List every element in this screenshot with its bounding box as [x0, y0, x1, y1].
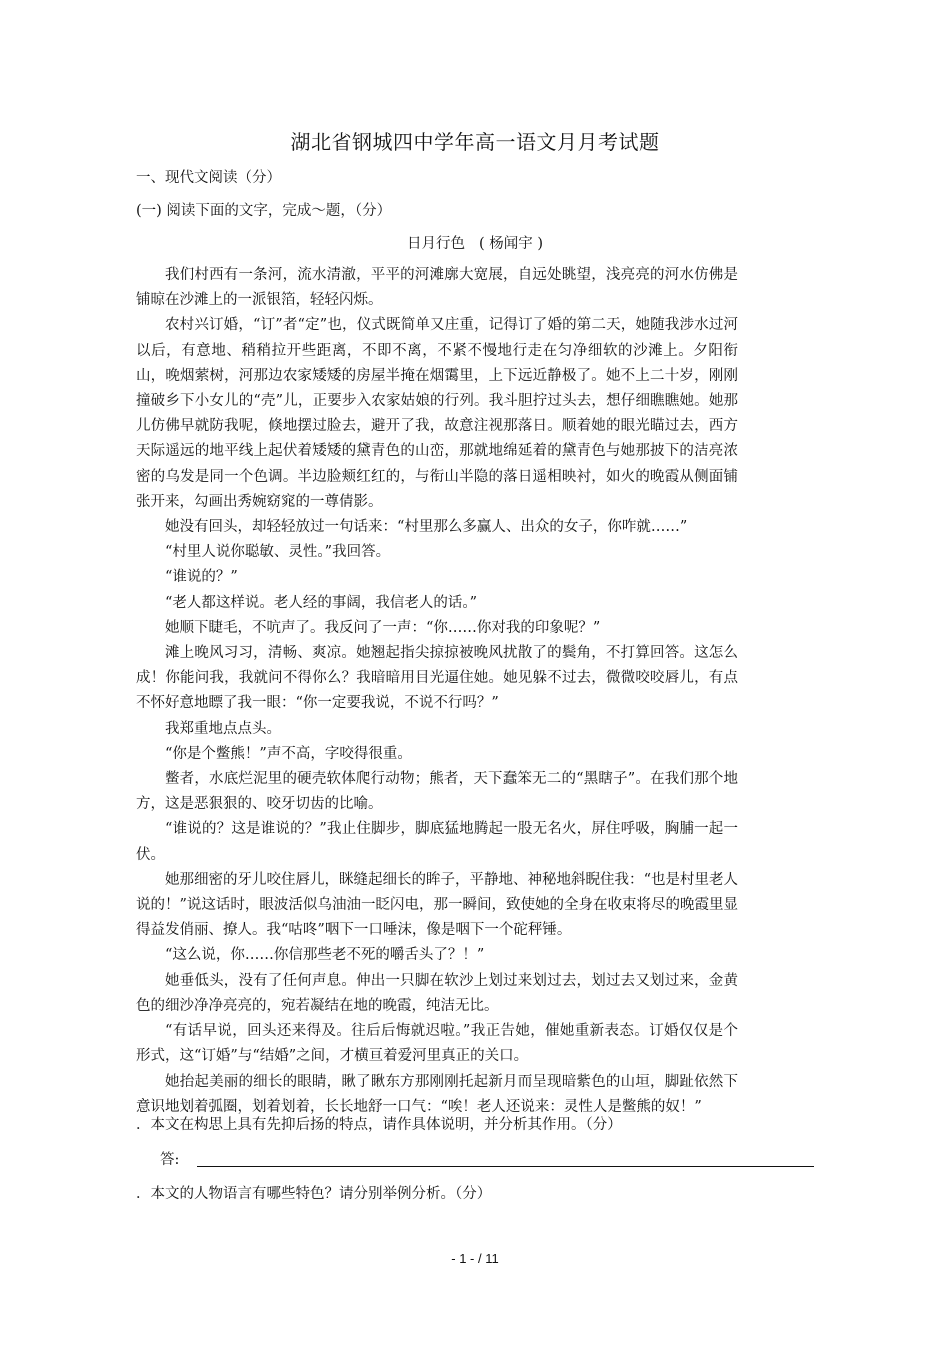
- article-paragraph: “有话早说，回头还来得及。往后后悔就迟啦。”我正告她，催她重新表态。订婚仅仅是个形式，这“订婚”与“结婚”之间，才横亘着爱河里真正的关口。: [136, 1023, 738, 1065]
- article-paragraph: 我们村西有一条河，流水清澈，平平的河滩廓大宽展，自远处眺望，浅亮亮的河水仿佛是铺晾在沙滩上的一派银箔，轻轻闪烁。: [136, 267, 738, 309]
- article-body: [136, 263, 738, 1120]
- page-number: - 1 - / 11: [451, 1251, 499, 1266]
- article-paragraph: 鳖者，水底烂泥里的硬壳软体爬行动物；熊者，天下蠢笨无二的“黑瞎子”。在我们那个地方，这是恶狠狠的、咬牙切齿的比喻。: [136, 771, 738, 813]
- section-heading: 一、现代文阅读（分）: [136, 170, 281, 186]
- article-paragraph: “老人都这样说。老人经的事阔，我信老人的话。”: [165, 594, 478, 611]
- answer-label: 答:: [160, 1152, 180, 1168]
- article-paragraph: “村里人说你聪敏、灵性。”我回答。: [165, 544, 391, 561]
- article-paragraph: 农村兴订婚，“订”者“定”也，仪式既简单又庄重，记得订了婚的第二天，她随我涉水过河以后，有意地、稍稍拉开些距离，不即不离，不紧不慢地行走在匀净细软的沙滩上。夕阳衔山，晚烟萦树，河那边农家矮矮的房屋半掩在烟霭里，上下远近静极了。她不上二十岁，刚刚撞破乡下小女儿的“壳”儿，正要步入农家姑娘的行列。我斗胆拧过头去，想仔细瞧瞧她。她那儿仿佛早就防我呢，倏地摆过脸去，避开了我，故意注视那落日。顺着她的眼光瞄过去，西方天际遥远的地平线上起伏着矮矮的黛青色的山峦，那就地绵延着的黛青色与她那披下的洁亮浓密的乌发是同一个色调。半边脸颊红红的，与衔山半隐的落日遥相映衬，如火的晚霞从侧面铺张开来，勾画出秀婉窈窕的一尊倩影。: [136, 317, 738, 510]
- article-paragraph: 她垂低头，没有了任何声息。伸出一只脚在软沙上划过来划过去，划过去又划过来，金黄色的细沙净净亮亮的，宛若凝结在地的晚霞，纯洁无比。: [136, 972, 738, 1014]
- subsection-heading: (一) 阅读下面的文字，完成～题，（分）: [136, 203, 392, 219]
- article-paragraph: 她那细密的牙儿咬住唇儿，眯缝起细长的眸子，平静地、神秘地斜睨住我：“也是村里老人说的！”说这话时，眼波活似乌油油一眨闪电，那一瞬间，致使她的全身在收束将尽的晚霞里显得益发俏丽、撩人。我“咕咚”咽下一口唾沫，像是咽下一个砣秤锤。: [136, 871, 738, 939]
- question-2: ．本文的人物语言有哪些特色？请分别举例分析。（分）: [136, 1186, 492, 1202]
- exam-title: 湖北省钢城四中学年高一语文月月考试题: [290, 130, 660, 154]
- article-paragraph: 她抬起美丽的细长的眼睛，瞅了瞅东方那刚刚托起新月而呈现暗紫色的山垣，脚趾依然下意识地划着弧圈，划着划着，长长地舒一口气：“唉！老人还说来：灵性人是鳖熊的奴！”: [136, 1073, 738, 1115]
- answer-row: [160, 1149, 814, 1171]
- article-paragraph: 我郑重地点点头。: [165, 720, 281, 737]
- question-1: ．本文在构思上具有先抑后扬的特点，请作具体说明，并分析其作用。（分）: [136, 1117, 622, 1133]
- article-paragraph: 她没有回头，却轻轻放过一句话来：“村里那么多赢人、出众的女子，你咋就……”: [165, 519, 688, 536]
- article-paragraph: “谁说的？”: [165, 569, 238, 586]
- article-paragraph: “谁说的？这是谁说的？”我止住脚步，脚底猛地腾起一股无名火，屏住呼吸，胸脯一起一伏。: [136, 821, 738, 863]
- article-paragraph: 她顺下睫毛，不吭声了。我反问了一声：“你……你对我的印象呢？”: [165, 619, 601, 636]
- answer-line[interactable]: [197, 1166, 814, 1167]
- article-paragraph: 滩上晚风习习，清畅、爽凉。她翘起指尖掠掠被晚风扰散了的鬓角，不打算回答。这怎么成！你能问我，我就问不得你么？我暗暗用目光逼住她。她见躲不过去，微微咬咬唇儿，有点不怀好意地瞟了我一眼：“你一定要我说，不说不行吗？”: [136, 645, 738, 712]
- article-title: 日月行色: [406, 236, 465, 252]
- article-paragraph: “你是个鳖熊！”声不高，字咬得很重。: [165, 745, 412, 762]
- article-title-line: [0, 233, 950, 255]
- article-paragraph: “这么说，你……你信那些老不死的嚼舌头了？！”: [165, 947, 485, 964]
- article-author: ( 杨闻宇 ): [478, 236, 544, 252]
